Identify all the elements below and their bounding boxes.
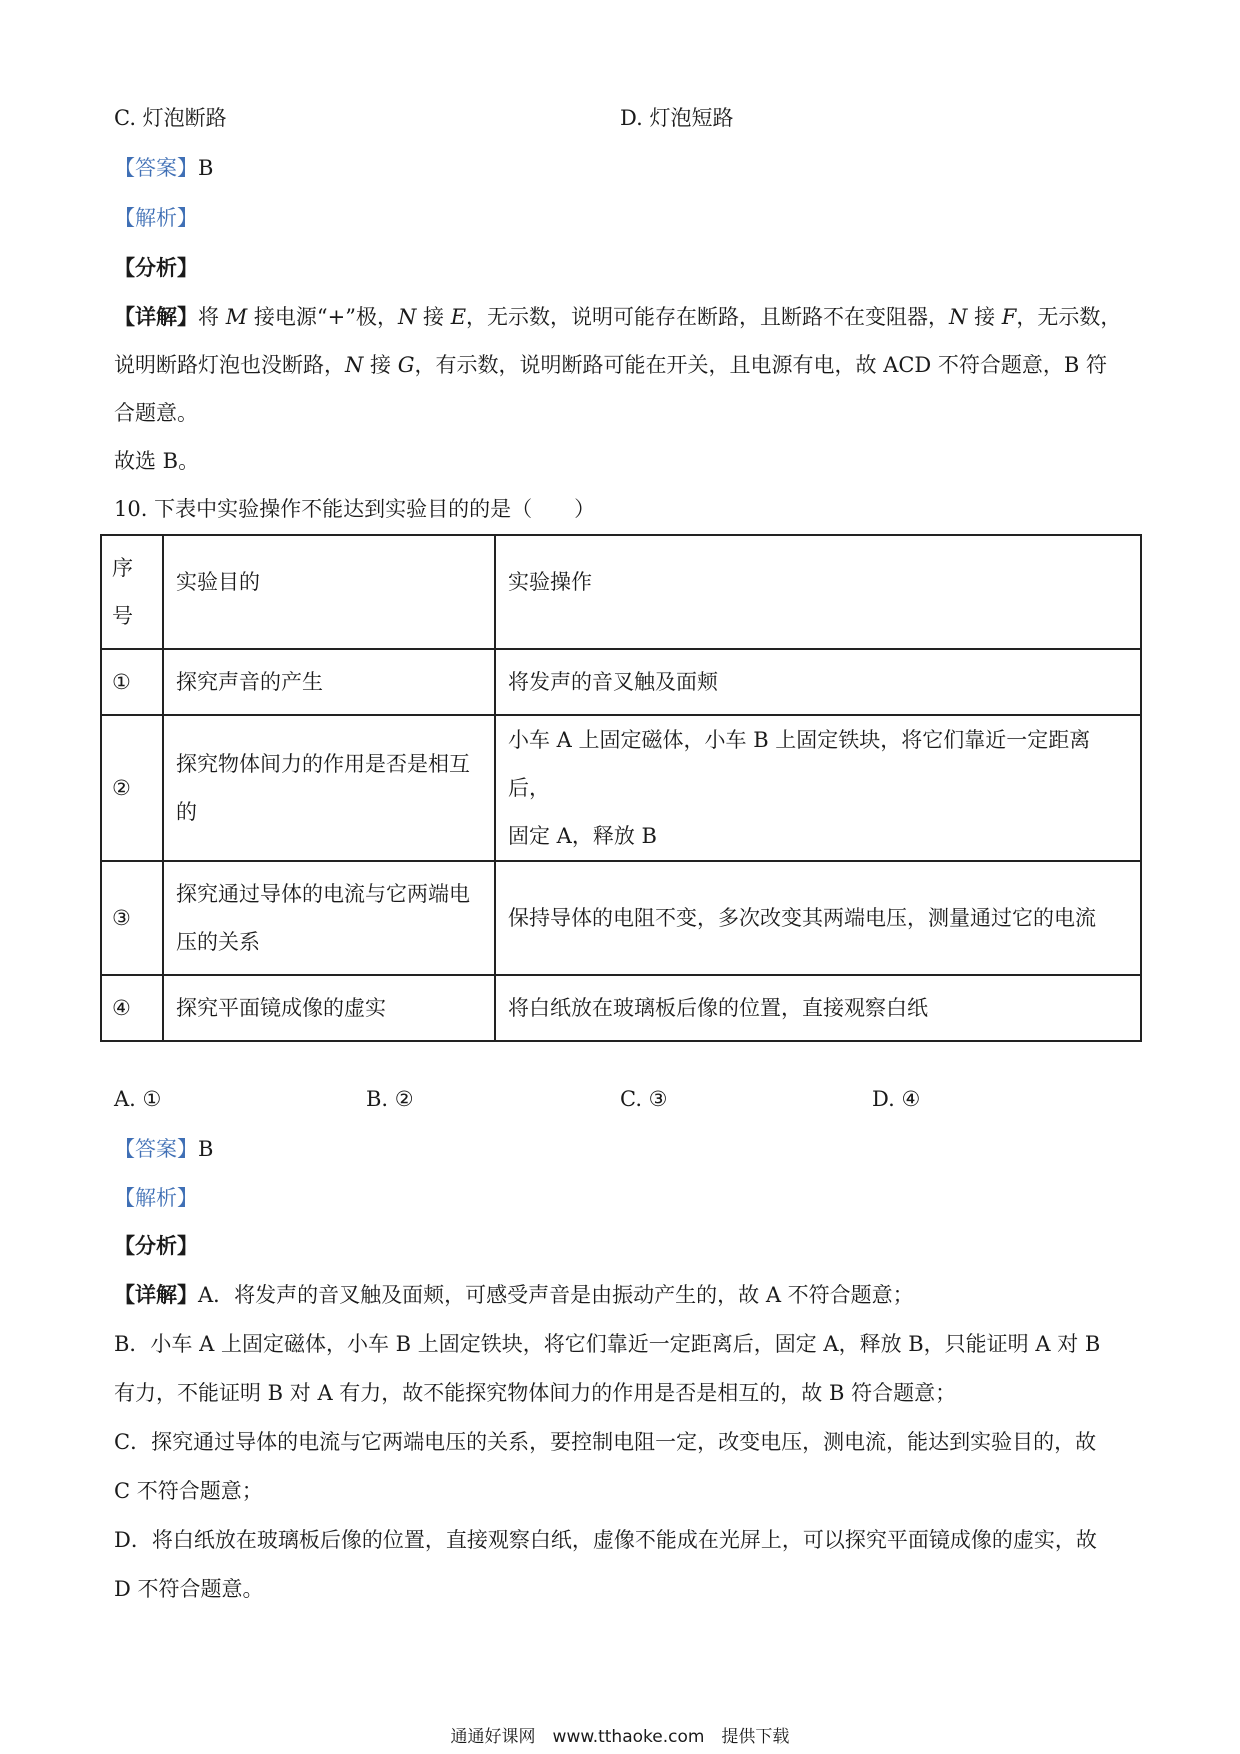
- row-no: ③: [101, 861, 163, 975]
- detail-text: ，无示数，说明可能存在断路，且断路不在变阻器，: [466, 305, 950, 329]
- detail-tag: 【详解】: [114, 304, 198, 329]
- page-footer: 通通好课网 www.tthaoke.com 提供下载: [450, 1727, 790, 1747]
- fenxi-tag: 【分析】: [114, 255, 198, 280]
- var-n: N: [949, 305, 968, 329]
- fenxi-tag: 【分析】: [114, 1233, 198, 1258]
- row-purpose: [163, 861, 495, 975]
- detail-d-2: D 不符合题意。: [114, 1577, 264, 1601]
- detail-text: 接: [967, 305, 1002, 329]
- choice-a: A. ①: [114, 1087, 162, 1111]
- header-no-1: 序: [112, 556, 133, 580]
- choice-d: D. ④: [872, 1087, 921, 1111]
- detail-text: ，无示数，: [1016, 305, 1122, 329]
- header-no: [101, 535, 163, 649]
- detail-line-3: 合题意。: [114, 401, 198, 425]
- option-c: C. 灯泡断路: [114, 106, 227, 130]
- detail-line-1: [114, 302, 1121, 332]
- analysis-tag: 【解析】: [114, 206, 198, 230]
- answer-line: [114, 1134, 213, 1164]
- row-operation: [495, 649, 1141, 715]
- detail-line-2: [114, 350, 1107, 380]
- var-n: N: [345, 353, 364, 377]
- answer-tag: 【答案】: [114, 156, 198, 180]
- var-n: N: [397, 305, 417, 329]
- purpose-text: 探究平面镜成像的虚实: [176, 996, 386, 1020]
- row-no: ②: [101, 715, 163, 861]
- detail-b-1: B．小车 A 上固定磁体，小车 B 上固定铁块，将它们靠近一定距离后，固定 A，释放 B，只能证明 A 对 B: [114, 1332, 1101, 1356]
- header-purpose: 实验目的: [163, 535, 495, 649]
- header-operation: 实验操作: [495, 535, 1141, 649]
- conclusion: 故选 B。: [114, 449, 200, 473]
- choice-c: C. ③: [620, 1087, 668, 1111]
- detail-text: 说明断路灯泡也没断路，: [114, 353, 345, 377]
- table-row: [101, 975, 1141, 1041]
- row-operation: [495, 861, 1141, 975]
- answer-tag: 【答案】: [114, 1137, 198, 1161]
- answer-value: B: [198, 1137, 214, 1161]
- detail-text: ，有示数，说明断路可能在开关，且电源有电，故 ACD 不符合题意，B 符: [414, 353, 1108, 377]
- detail-text: 接: [416, 305, 451, 329]
- detail-a: [114, 1280, 914, 1310]
- operation-text: 将发声的音叉触及面颊: [508, 670, 718, 694]
- purpose-text: 探究通过导体的电流与它两端电: [176, 882, 470, 906]
- purpose-text: 的: [176, 800, 197, 824]
- detail-c-2: C 不符合题意；: [114, 1479, 263, 1503]
- option-d: D. 灯泡短路: [620, 106, 734, 130]
- row-purpose: [163, 649, 495, 715]
- detail-d-1: D．将白纸放在玻璃板后像的位置，直接观察白纸，虚像不能成在光屏上，可以探究平面镜成像的虚实，故: [114, 1528, 1097, 1552]
- table-row: [101, 861, 1141, 975]
- operation-text: 保持导体的电阻不变，多次改变其两端电压，测量通过它的电流: [508, 906, 1096, 930]
- detail-c-1: C．探究通过导体的电流与它两端电压的关系，要控制电阻一定，改变电压，测电流，能达到实验目的，故: [114, 1430, 1097, 1454]
- operation-text: 固定 A，释放 B: [508, 824, 657, 848]
- detail-text: 接: [363, 353, 398, 377]
- detail-b-2: 有力，不能证明 B 对 A 有力，故不能探究物体间力的作用是否是相互的，故 B 符合题意；: [114, 1381, 957, 1405]
- row-purpose: [163, 715, 495, 861]
- row-operation: [495, 975, 1141, 1041]
- row-purpose: [163, 975, 495, 1041]
- header-no-2: 号: [112, 604, 133, 628]
- operation-text: 小车 A 上固定磁体，小车 B 上固定铁块，将它们靠近一定距离后，: [508, 728, 1091, 800]
- var-g: G: [397, 353, 415, 377]
- row-operation: [495, 715, 1141, 861]
- purpose-text: 探究声音的产生: [176, 670, 323, 694]
- question-10-stem: 10. 下表中实验操作不能达到实验目的的是（ ）: [114, 497, 596, 521]
- detail-text: 将: [198, 305, 226, 329]
- choice-b: B. ②: [366, 1087, 414, 1111]
- var-e: E: [450, 305, 467, 329]
- row-no: ④: [101, 975, 163, 1041]
- experiment-table: [100, 534, 1142, 1042]
- detail-text: 接电源“+”极，: [247, 305, 398, 329]
- operation-text: 将白纸放在玻璃板后像的位置，直接观察白纸: [508, 996, 928, 1020]
- analysis-tag: 【解析】: [114, 1186, 198, 1210]
- table-header-row: [101, 535, 1141, 649]
- detail-text: A．将发声的音叉触及面颊，可感受声音是由振动产生的，故 A 不符合题意；: [198, 1283, 914, 1307]
- purpose-text: 压的关系: [176, 930, 260, 954]
- detail-tag: 【详解】: [114, 1282, 198, 1307]
- var-m: M: [225, 305, 248, 329]
- answer-line: [114, 153, 213, 183]
- var-f: F: [1001, 305, 1017, 329]
- answer-value: B: [198, 156, 214, 180]
- row-no: ①: [101, 649, 163, 715]
- table-row: [101, 649, 1141, 715]
- purpose-text: 探究物体间力的作用是否是相互: [176, 752, 470, 776]
- table-row: [101, 715, 1141, 861]
